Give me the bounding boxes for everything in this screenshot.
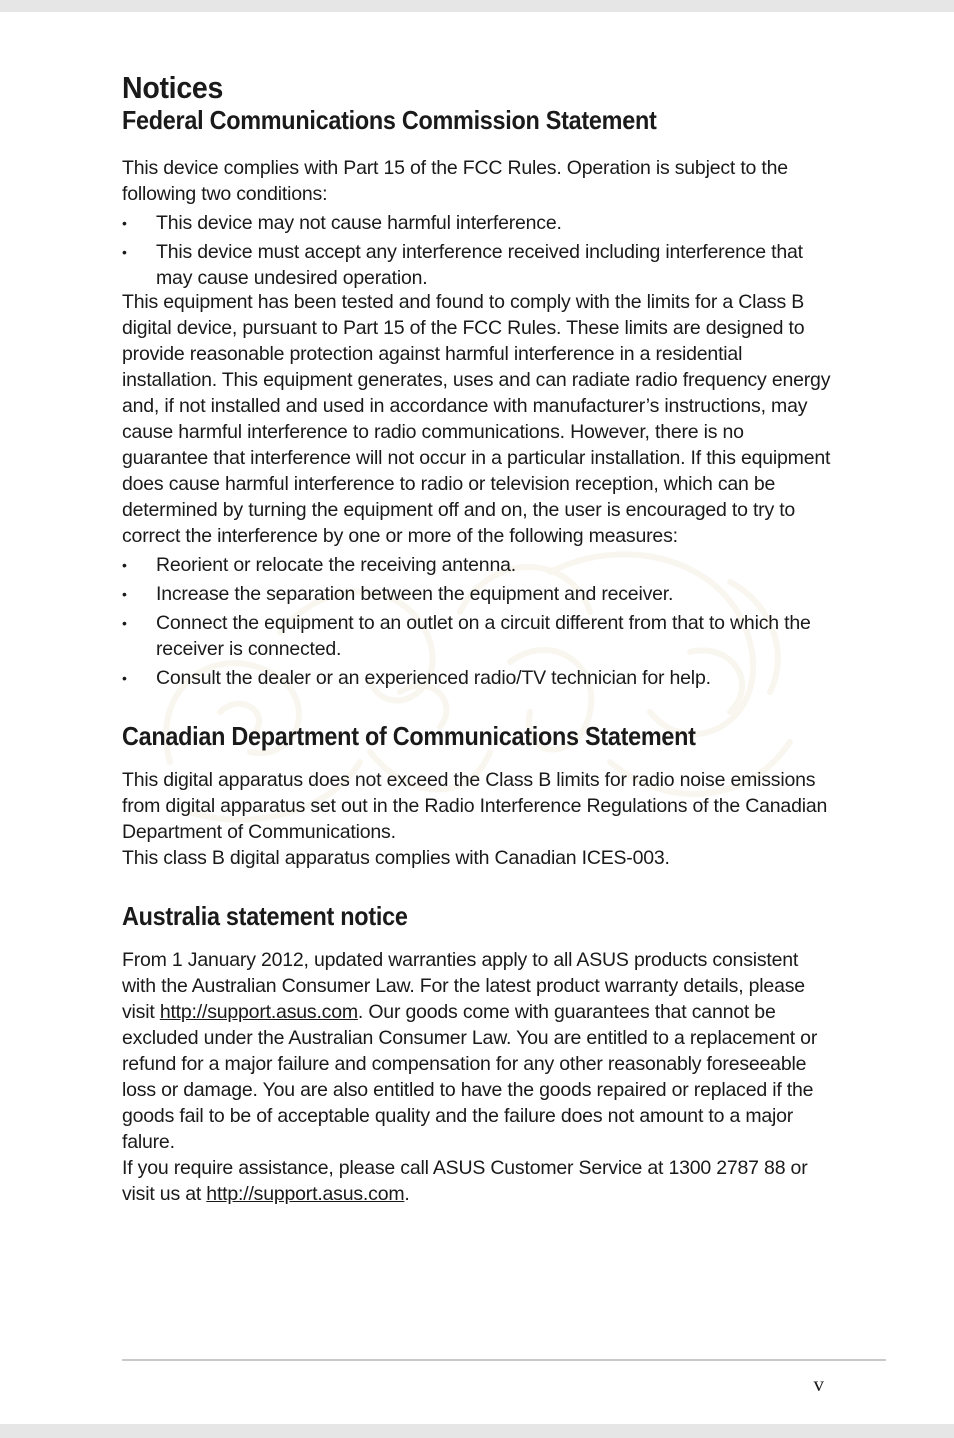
bullet-icon: • bbox=[122, 670, 127, 686]
fcc-conditions-list bbox=[122, 210, 834, 291]
list-item: • This device may not cause harmful interference. bbox=[122, 212, 562, 234]
document-page bbox=[0, 12, 954, 1424]
bullet-icon: • bbox=[122, 244, 127, 260]
australia-heading: Australia statement notice bbox=[122, 901, 408, 931]
fcc-heading: Federal Communications Commission Statement bbox=[122, 105, 657, 135]
canada-paragraph-2: This class B digital apparatus complies with Canadian ICES-003. bbox=[122, 847, 670, 869]
footer-divider bbox=[122, 1359, 886, 1361]
australia-paragraph-2: If you require assistance, please call ASUS Customer Service at 1300 2787 88 or visit us at http://support.asus.com. bbox=[122, 1157, 808, 1205]
bullet-icon: • bbox=[122, 215, 127, 231]
bullet-icon: • bbox=[122, 615, 127, 631]
support-link-2[interactable]: http://support.asus.com bbox=[206, 1183, 405, 1205]
page-title: Notices bbox=[122, 70, 224, 105]
list-item: • This device must accept any interference received including interference that may cause undesired operation. bbox=[122, 241, 803, 289]
list-item: • Reorient or relocate the receiving antenna. bbox=[122, 554, 516, 576]
list-item: • Consult the dealer or an experienced radio/TV technician for help. bbox=[122, 667, 711, 689]
bullet-icon: • bbox=[122, 557, 127, 573]
fcc-body: This equipment has been tested and found to comply with the limits for a Class B digital device, pursuant to Part 15 of the FCC Rules. These limits are designed to provide reasonable protection against harmful interference in a residential installation. This equipment generates, uses and can radiate radio frequency energy and, if not installed and used in accordance with manufacturer’s instructions, may cause harmful interference to radio communications. However, there is no guarantee that interference will not occur in a particular installation. If this equipment does cause harmful interference to radio or television reception, which can be determined by turning the equipment off and on, the user is encouraged to try to correct the interference by one or more of the following measures: bbox=[122, 291, 831, 547]
australia-paragraph-1: From 1 January 2012, updated warranties apply to all ASUS products consistent with the Australian Consumer Law. For the latest product warranty details, please visit http://support.asus.com. Our goods come with guarantees that cannot be excluded under the Australian Consumer Law. You are entitled to a replacement or refund for a major failure and compensation for any other reasonably foreseeable loss or damage. You are also entitled to have the goods repaired or replaced if the goods fail to be of acceptable quality and the failure does not amount to a major falure. bbox=[122, 949, 818, 1153]
canada-paragraph-1: This digital apparatus does not exceed the Class B limits for radio noise emissions from digital apparatus set out in the Radio Interference Regulations of the Canadian Department of Communications. bbox=[122, 769, 828, 843]
notices-content bbox=[122, 70, 834, 1207]
fcc-measures-list bbox=[122, 552, 834, 691]
bullet-icon: • bbox=[122, 586, 127, 602]
fcc-intro: This device complies with Part 15 of the FCC Rules. Operation is subject to the following two conditions: bbox=[122, 157, 788, 205]
page-number: v bbox=[813, 1372, 824, 1396]
canada-heading: Canadian Department of Communications Statement bbox=[122, 721, 696, 751]
support-link[interactable]: http://support.asus.com bbox=[159, 1001, 358, 1023]
list-item: • Increase the separation between the equipment and receiver. bbox=[122, 583, 674, 605]
list-item: • Connect the equipment to an outlet on a circuit different from that to which the receiver is connected. bbox=[122, 612, 811, 660]
